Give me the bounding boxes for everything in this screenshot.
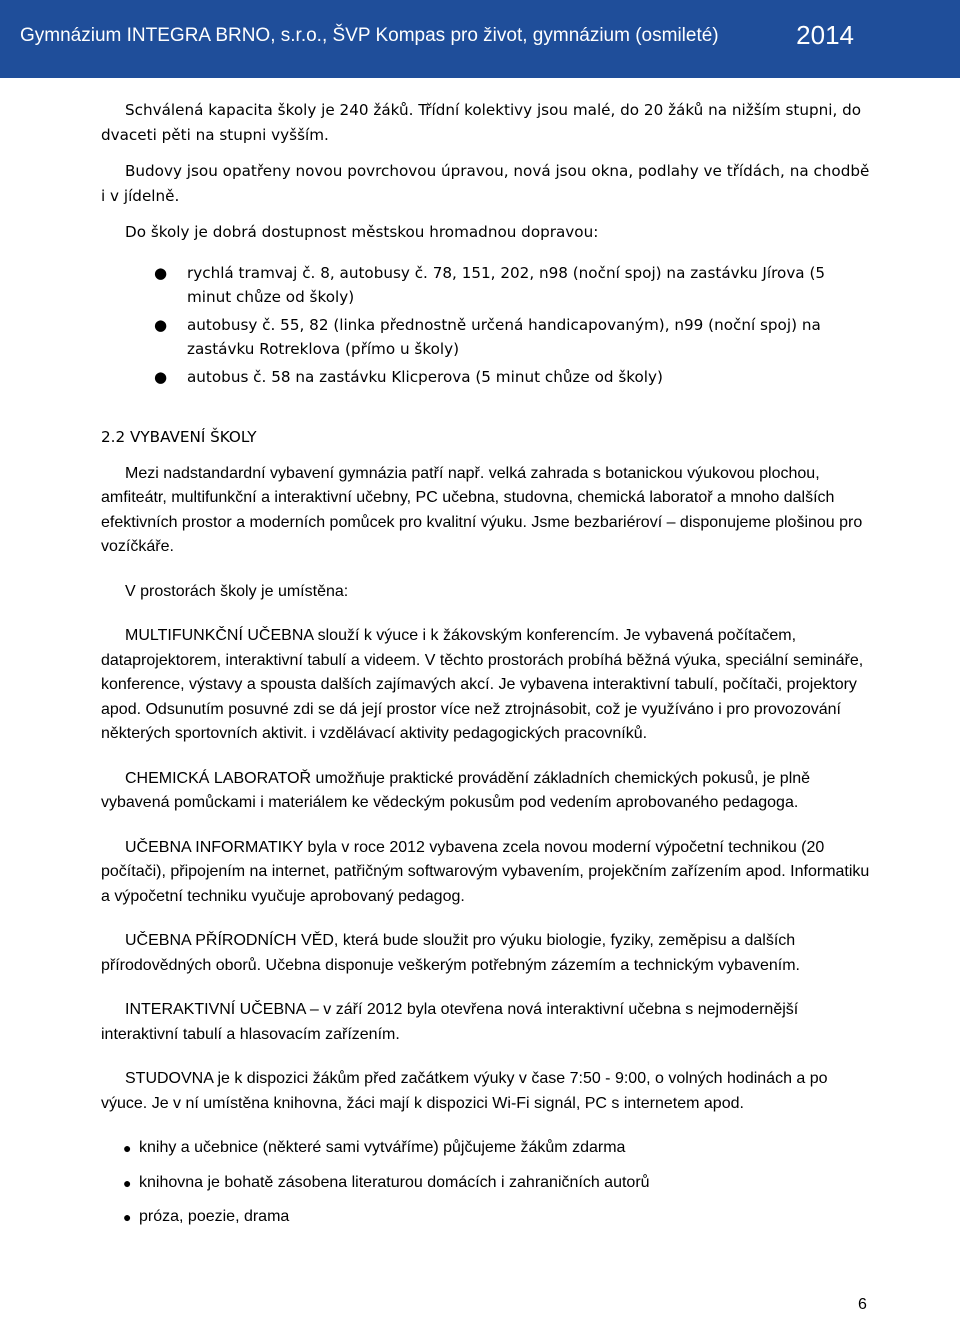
list-item: ● knihy a učebnice (některé sami vytváříme) půjčujeme žákům zdarma [101,1136,871,1161]
intro-buildings: Budovy jsou opatřeny novou povrchovou úpravou, nová jsou okna, podlahy ve třídách, na chodbě i v jídelně. [101,162,870,205]
list-item: ● knihovna je bohatě zásobena literaturou domácích i zahraničních autorů [101,1171,871,1196]
bullet-icon: ● [123,1209,132,1225]
library-list [101,1136,871,1230]
list-item: ● autobus č. 58 na zastávku Klicperova (5 minut chůze od školy) [101,365,871,390]
header-year: 2014 [796,20,854,50]
bullet-icon: ● [123,1140,132,1156]
document-body [101,98,871,1240]
bullet-icon: ● [123,1174,132,1191]
section-heading: 2.2 VYBAVENÍ ŠKOLY [101,428,257,446]
bullet-icon: ● [154,367,168,386]
list-item: ● autobusy č. 55, 82 (linka přednostně určená handicapovaným), n99 (noční spoj) na zastávku Rotreklova (přímo u školy) [101,313,871,362]
list-item: ● próza, poezie, drama [101,1205,871,1230]
section-paragraph: V prostorách školy je umístěna: [125,582,349,600]
section-paragraph: MULTIFUNKČNÍ UČEBNA slouží k výuce i k žákovským konferencím. Je vybavená počítačem, dataprojektorem, interaktivní tabulí a videem. V těchto prostorách probíhá běžná výuka, speciální semináře, konference, výstavy a spousta dalších zajímavých akcí. Je vybavena interaktivní tabulí, počítači, projektory apod. Odsunutím posuvné zdi se dá její prostor více než ztrojnásobit, což je využíváno i pro provozování některých sportovních aktivit. i vzdělávací aktivity pedagogických pracovníků. [101,627,864,742]
bullet-icon: ● [154,315,168,334]
section-paragraph: INTERAKTIVNÍ UČEBNA – v září 2012 byla otevřena nová interaktivní učebna s nejmodernější interaktivní tabulí a hlasovacím zařízením. [101,1001,799,1043]
transport-list [101,261,871,390]
section-paragraph: STUDOVNA je k dispozici žákům před začátkem výuky v čase 7:50 - 9:00, o volných hodinách a po výuce. Je v ní umístěna knihovna, žáci mají k dispozici Wi-Fi signál, PC s internetem apod. [101,1070,828,1112]
list-item: ● rychlá tramvaj č. 8, autobusy č. 78, 151, 202, n98 (noční spoj) na zastávku Jírova (5 minut chůze od školy) [101,261,871,310]
section-paragraph: Mezi nadstandardní vybavení gymnázia patří např. velká zahrada s botanickou výukovou plochou, amfiteátr, multifunkční a interaktivní učebny, PC učebna, studovna, chemická laboratoř a mnoho dalších efektivních prostor a moderních pomůcek pro kvalitní výuku. Jsme bezbariéroví – disponujeme plošinou pro vozíčkáře. [101,464,863,555]
page-number: 6 [858,1296,867,1313]
section-paragraph: CHEMICKÁ LABORATOŘ umožňuje praktické provádění základních chemických pokusů, je plně vybavená pomůckami i materiálem ke vědeckým pokusům pod vedením aprobovaného pedagoga. [101,769,811,811]
intro-capacity: Schválená kapacita školy je 240 žáků. Třídní kolektivy jsou malé, do 20 žáků na nižším stupni, do dvaceti pěti na stupni vyšším. [101,101,862,144]
bullet-icon: ● [154,263,168,282]
intro-transport: Do školy je dobrá dostupnost městskou hromadnou dopravou: [125,223,599,241]
section-paragraph: UČEBNA INFORMATIKY byla v roce 2012 vybavena zcela novou moderní výpočetní technikou (20 počítači), připojením na internet, patřičným softwarovým vybavením, projekčním zařízením apod. Informatiku a výpočetní techniku vyučuje aprobovaný pedagog. [101,838,870,905]
page-header [0,0,960,78]
section-paragraph: UČEBNA PŘÍRODNÍCH VĚD, která bude sloužit pro výuku biologie, fyziky, zeměpisu a dalších přírodovědných oborů. Učebna disponuje veškerým potřebným zázemím a technickým vybavením. [101,932,800,974]
header-title: Gymnázium INTEGRA BRNO, s.r.o., ŠVP Kompas pro život, gymnázium (osmileté) [20,25,719,46]
